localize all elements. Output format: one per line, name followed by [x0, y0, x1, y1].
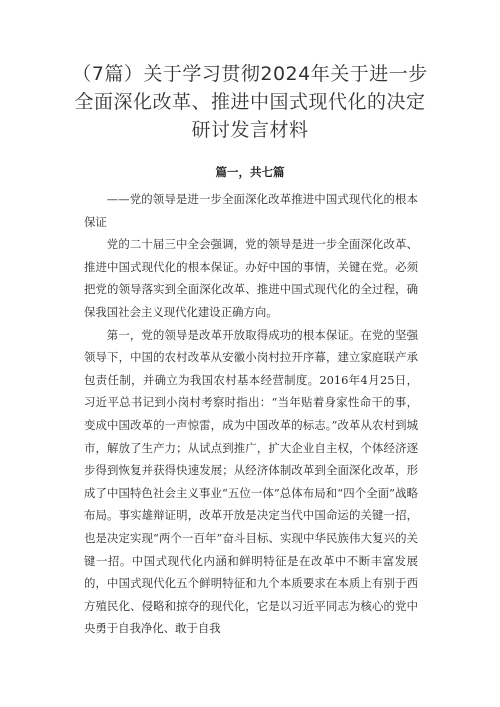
section-heading: 篇一，共七篇	[215, 165, 285, 179]
title-line-2: 全面深化改革、推进中国式现代化的决定	[74, 91, 426, 113]
paragraph-subtitle: ——党的领导是进一步全面深化改革推进中国式现代化的根本保证	[84, 192, 418, 229]
title-line-1: （7篇）关于学习贯彻2024年关于进一步	[72, 63, 428, 85]
paragraph-intro: 党的二十届三中全会强调，党的领导是进一步全面深化改革、推进中国式现代化的根本保证。办好中国的事情，关键在党。必须把党的领导落实到全面深化改革、推进中国式现代化的全过程，确保我国社会主义现代化建设正确方向。	[84, 237, 418, 319]
document-body	[84, 188, 418, 640]
document-title	[50, 60, 450, 144]
paragraph-first-point: 第一，党的领导是改革开放取得成功的根本保证。在党的坚强领导下，中国的农村改革从安徽小岗村拉开序幕，建立家庭联产承包责任制，并确立为我国农村基本经营制度。2016年4月25日，习近平总书记到小岗村考察时指出：“当年贴着身家性命干的事，变成中国改革的一声惊雷，成为中国改革的标志。”改革从农村到城市，解放了生产力；从试点到推广，扩大企业自主权，个体经济逐步得到恢复并获得快速发展；从经济体制改革到全面深化改革，形成了中国特色社会主义事业“五位一体”总体布局和“四个全面”战略布局。事实雄辩证明，改革开放是决定当代中国命运的关键一招，也是决定实现“两个一百年”奋斗目标、实现中华民族伟大复兴的关键一招。中国式现代化内涵和鲜明特征是在改革中不断丰富发展的，中国式现代化五个鲜明特征和九个本质要求在本质上有别于西方殖民化、侵略和掠夺的现代化，它是以习近平同志为核心的党中央勇于自我净化、敢于自我	[84, 327, 418, 636]
title-line-3: 研讨发言材料	[191, 119, 309, 141]
